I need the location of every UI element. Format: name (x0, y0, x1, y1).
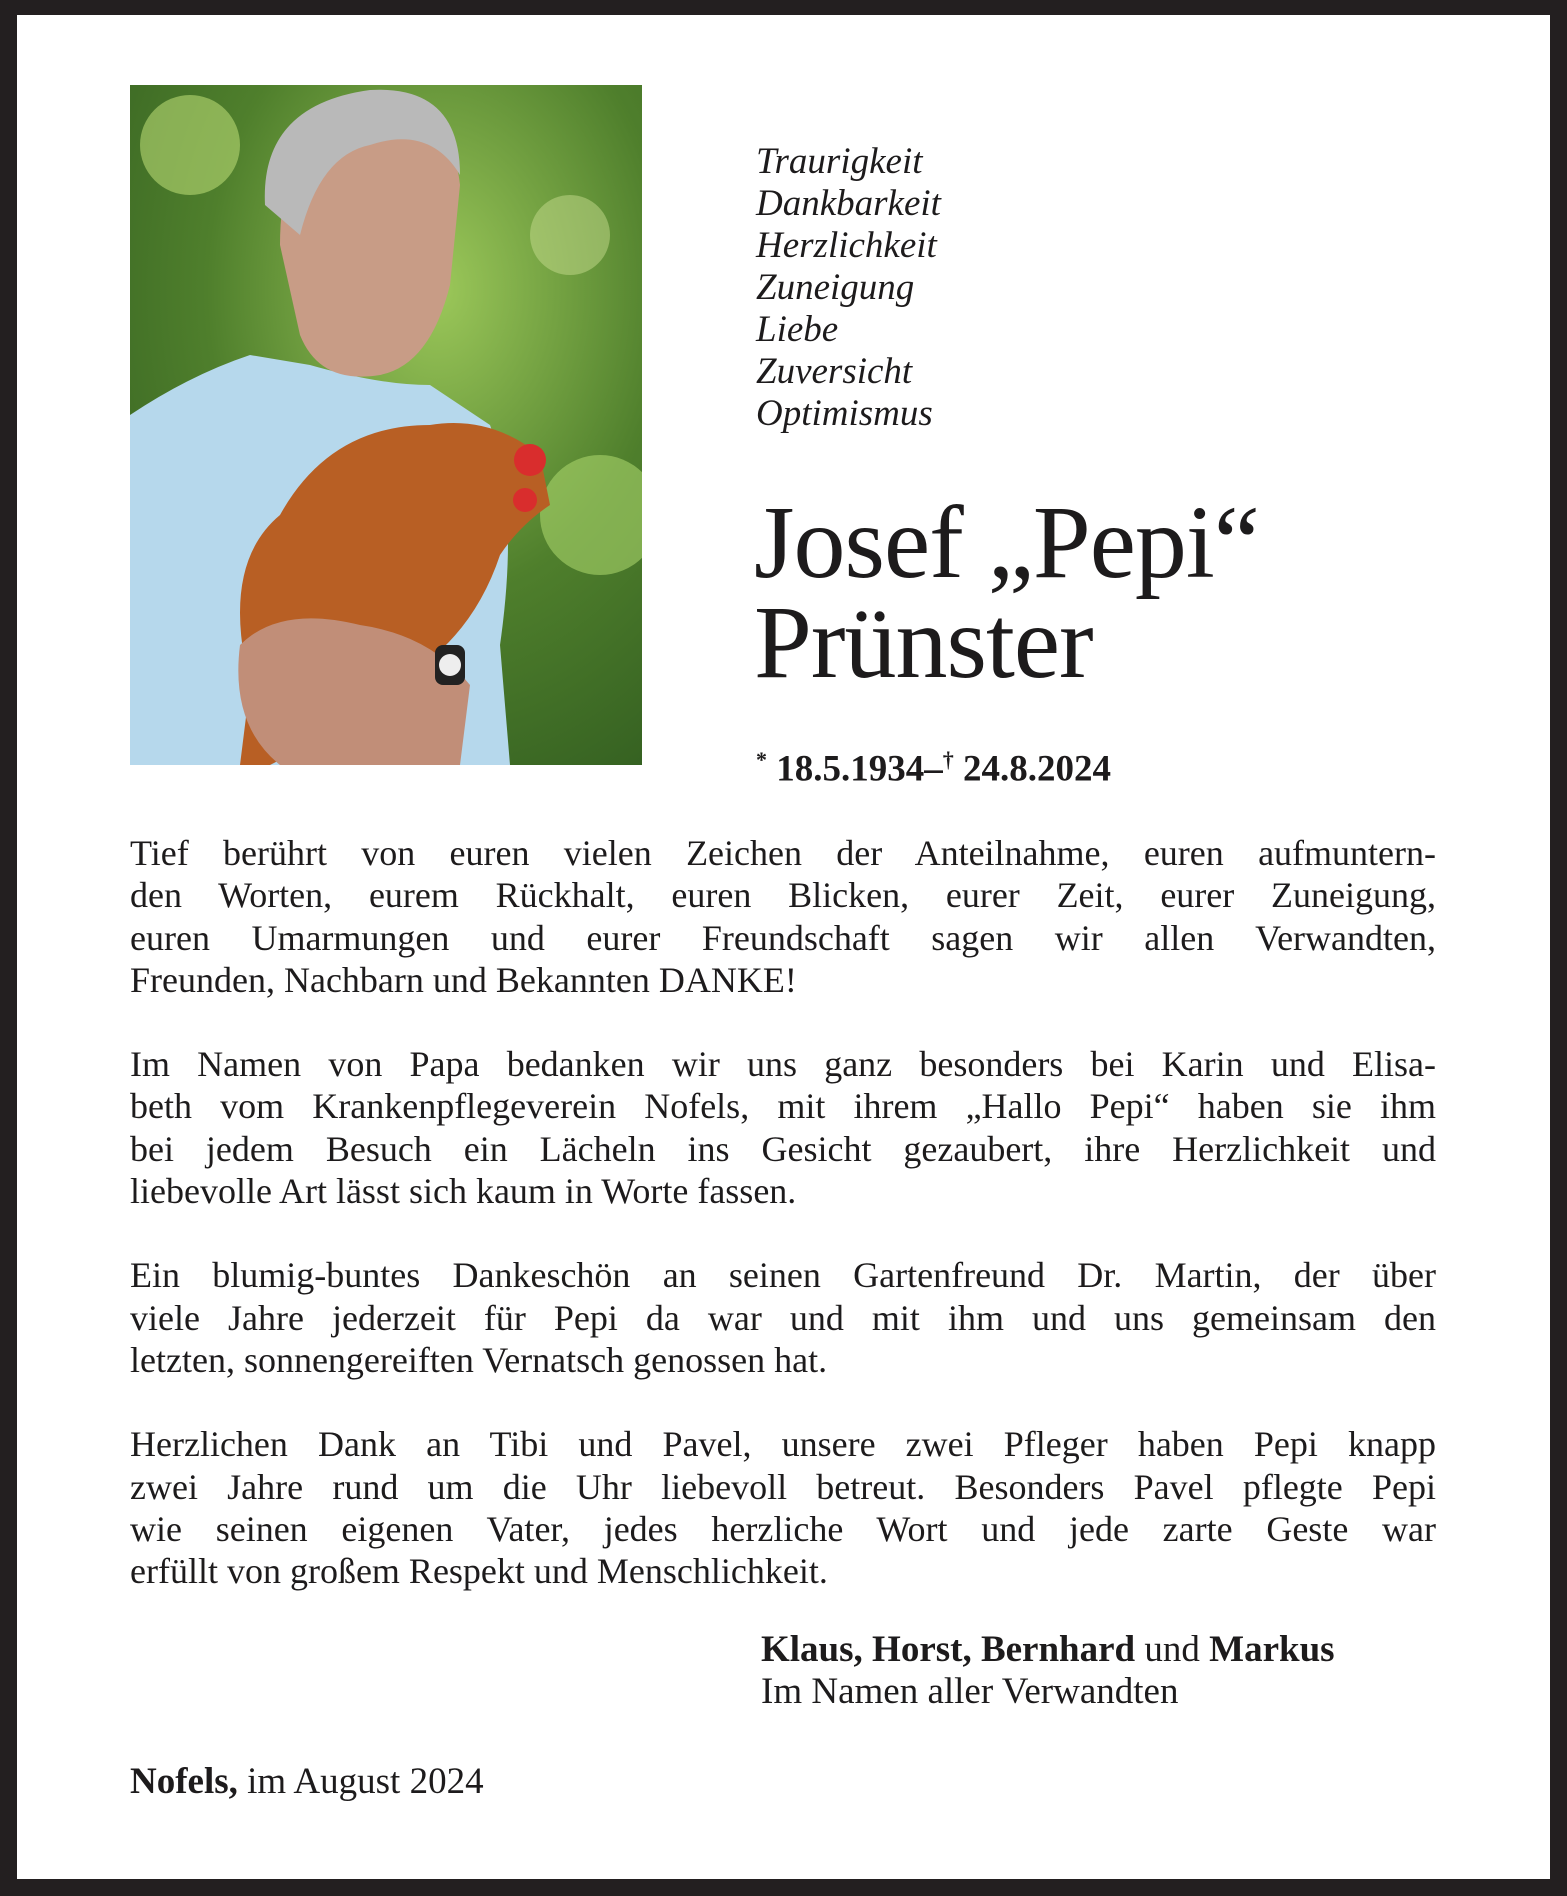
signature-subtitle: Im Namen aller Verwandten (761, 1671, 1179, 1712)
text-line: Herzlichen Dank an Tibi und Pavel, unsere zwei Pfleger haben Pepi knapp (130, 1424, 1436, 1465)
text-line: Ein blumig-buntes Dankeschön an seinen Gartenfreund Dr. Martin, der über (130, 1255, 1436, 1296)
text-line: letzten, sonnengereiften Vernatsch genossen hat. (130, 1339, 828, 1380)
paragraph (130, 832, 1436, 1001)
signer-last-name: Markus (1209, 1629, 1335, 1670)
birth-date: 18.5.1934 (776, 748, 925, 790)
value-word: Zuversicht (756, 351, 913, 392)
paragraph (130, 1254, 1436, 1381)
portrait-photo (130, 85, 642, 765)
deceased-name (754, 485, 1259, 700)
text-line: Freunden, Nachbarn und Bekannten DANKE! (130, 959, 797, 1000)
value-word: Optimismus (756, 393, 933, 434)
value-word: Dankbarkeit (756, 183, 941, 224)
text-line: viele Jahre jederzeit für Pepi da war und mit ihm und uns gemeinsam den (130, 1297, 1436, 1338)
place-month: im August 2024 (237, 1761, 484, 1802)
death-symbol: † (942, 747, 954, 772)
date-separator: – (924, 748, 943, 790)
paragraph (130, 1423, 1436, 1592)
text-line: erfüllt von großem Respekt und Menschlichkeit. (130, 1551, 828, 1592)
value-word: Zuneigung (756, 267, 915, 308)
life-dates (756, 747, 1111, 790)
obituary-page (17, 15, 1550, 1879)
signer-names: Klaus, Horst, Bernhard (761, 1629, 1136, 1670)
signer-and: und (1135, 1629, 1210, 1670)
text-line: den Worten, eurem Rückhalt, euren Blicken, eurer Zeit, eurer Zuneigung, (130, 875, 1436, 916)
text-line: beth vom Krankenpflegeverein Nofels, mit ihrem „Hallo Pepi“ haben sie ihm (130, 1086, 1436, 1127)
paragraph (130, 1043, 1436, 1212)
place-town: Nofels, (130, 1761, 238, 1802)
death-date: 24.8.2024 (963, 748, 1111, 790)
birth-symbol: * (756, 747, 767, 772)
text-line: liebevolle Art lässt sich kaum in Worte fassen. (130, 1171, 797, 1212)
text-line: Tief berührt von euren vielen Zeichen der Anteilnahme, euren aufmuntern- (130, 833, 1436, 873)
name-line-1: Josef „Pepi“ (754, 485, 1259, 600)
text-line: bei jedem Besuch ein Lächeln ins Gesicht gezaubert, ihre Herzlichkeit und (130, 1128, 1436, 1169)
value-word: Herzlichkeit (756, 225, 937, 266)
thank-you-text (130, 832, 1436, 1634)
signature (761, 1629, 1335, 1713)
values-list (756, 141, 941, 435)
text-line: zwei Jahre rund um die Uhr liebevoll betreut. Besonders Pavel pflegte Pepi (130, 1466, 1436, 1507)
value-word: Liebe (756, 309, 839, 350)
text-line: wie seinen eigenen Vater, jedes herzliche Wort und jede zarte Geste war (130, 1508, 1436, 1549)
name-line-2: Prünster (754, 585, 1093, 700)
value-word: Traurigkeit (756, 141, 923, 182)
text-line: Im Namen von Papa bedanken wir uns ganz besonders bei Karin und Elisa- (130, 1044, 1436, 1085)
place-date (130, 1760, 484, 1803)
text-line: euren Umarmungen und eurer Freundschaft sagen wir allen Verwandten, (130, 917, 1436, 958)
